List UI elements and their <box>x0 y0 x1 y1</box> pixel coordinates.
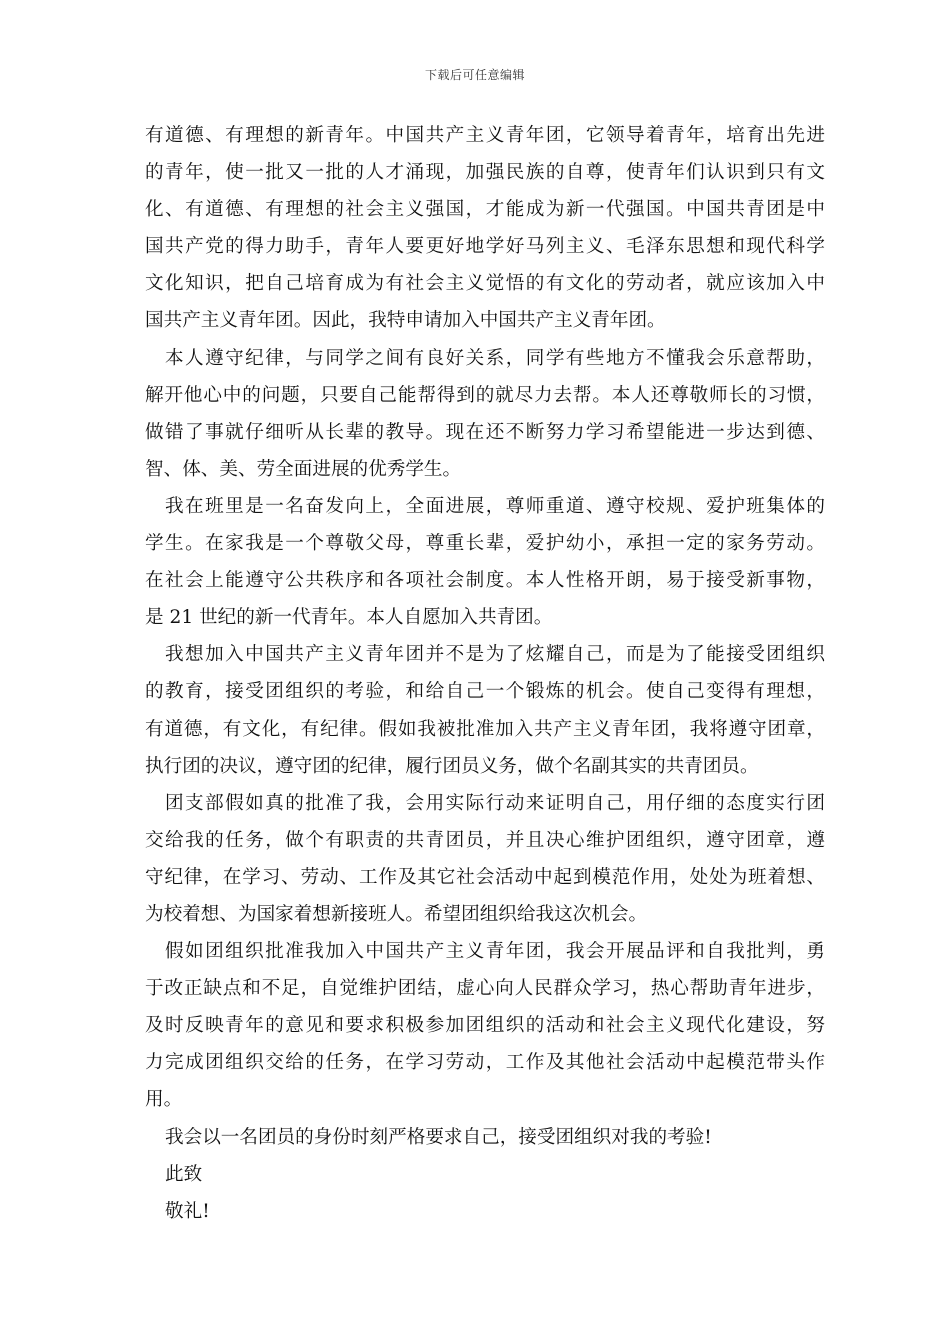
text-line: 执行团的决议，遵守团的纪律，履行团员义务，做个名副其实的共青团员。 <box>145 755 759 777</box>
text-line: 于改正缺点和不足，自觉维护团结，虚心向人民群众学习，热心帮助青年进步， <box>145 978 825 1000</box>
text-line: 的教育，接受团组织的考验，和给自己一个锻炼的机会。使自己变得有理想， <box>145 681 825 703</box>
text-line: 我想加入中国共产主义青年团并不是为了炫耀自己，而是为了能接受团组织 <box>165 644 825 666</box>
text-line: 及时反映青年的意见和要求积极参加团组织的活动和社会主义现代化建设，努 <box>145 1015 825 1037</box>
text-line: 做错了事就仔细听从长辈的教导。现在还不断努力学习希望能进一步达到德、 <box>145 421 825 443</box>
text-line: 本人遵守纪律，与同学之间有良好关系，同学有些地方不懂我会乐意帮助， <box>165 347 825 369</box>
text-line: 为校着想、为国家着想新接班人。希望团组织给我这次机会。 <box>145 903 648 925</box>
text-line: 国共产党的得力助手，青年人要更好地学好马列主义、毛泽东思想和现代科学 <box>145 236 825 258</box>
text-line: 化、有道德、有理想的社会主义强国，才能成为新一代强国。中国共青团是中 <box>145 199 825 221</box>
text-line: 我会以一名团员的身份时刻严格要求自己，接受团组织对我的考验! <box>165 1126 712 1148</box>
text-line: 假如团组织批准我加入中国共产主义青年团，我会开展品评和自我批判，勇 <box>165 941 825 963</box>
text-line: 团支部假如真的批准了我，会用实际行动来证明自己，用仔细的态度实行团 <box>165 792 825 814</box>
text-line: 文化知识，把自己培育成为有社会主义觉悟的有文化的劳动者，就应该加入中 <box>145 273 825 295</box>
text-line: 在社会上能遵守公共秩序和各项社会制度。本人性格开朗，易于接受新事物， <box>145 570 825 592</box>
text-line: 解开他心中的问题，只要自己能帮得到的就尽力去帮。本人还尊敬师长的习惯， <box>145 384 825 406</box>
text-line: 此致 <box>165 1163 203 1185</box>
text-line: 学生。在家我是一个尊敬父母，尊重长辈，爱护幼小，承担一定的家务劳动。 <box>145 533 825 555</box>
text-line: 国共产主义青年团。因此，我特申请加入中国共产主义青年团。 <box>145 310 666 332</box>
text-line: 用。 <box>145 1089 183 1111</box>
text-line: 是 21 世纪的新一代青年。本人自愿加入共青团。 <box>145 607 553 629</box>
document-body <box>145 117 825 1230</box>
page-header: 下载后可任意编辑 <box>424 68 525 82</box>
text-line: 智、体、美、劳全面进展的优秀学生。 <box>145 458 462 480</box>
text-line: 的青年，使一批又一批的人才涌现，加强民族的自尊，使青年们认识到只有文 <box>145 162 825 184</box>
text-line: 守纪律，在学习、劳动、工作及其它社会活动中起到模范作用，处处为班着想、 <box>145 866 825 888</box>
text-line: 力完成团组织交给的任务，在学习劳动，工作及其他社会活动中起模范带头作 <box>145 1052 825 1074</box>
text-line: 敬礼! <box>165 1200 210 1222</box>
text-line: 有道德、有理想的新青年。中国共产主义青年团，它领导着青年，培育出先进 <box>145 125 825 146</box>
text-line: 有道德，有文化，有纪律。假如我被批准加入共产主义青年团，我将遵守团章， <box>145 718 825 740</box>
text-line: 我在班里是一名奋发向上，全面进展，尊师重道、遵守校规、爱护班集体的 <box>165 495 825 517</box>
text-line: 交给我的任务，做个有职责的共青团员，并且决心维护团组织，遵守团章，遵 <box>145 829 825 851</box>
